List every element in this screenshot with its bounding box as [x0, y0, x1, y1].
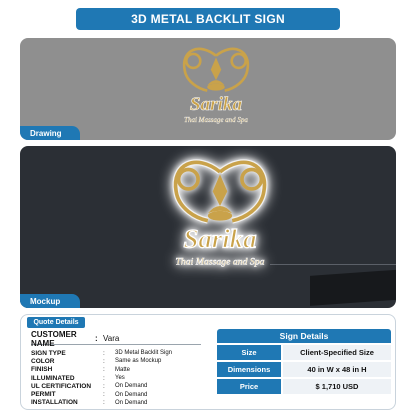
spec-value: Yes — [115, 375, 125, 382]
spec-row — [31, 366, 211, 374]
spec-label: UL CERTIFICATION — [31, 382, 92, 390]
drawing-label: Drawing — [20, 126, 80, 140]
sign-detail-value: $ 1,710 USD — [283, 379, 391, 394]
sign-detail-row — [217, 345, 391, 360]
sign-details-header: Sign Details — [217, 329, 391, 343]
logo-tagline-mockup: Thai Massage and Spa — [175, 256, 265, 268]
spec-row — [31, 357, 211, 365]
customer-row — [31, 329, 201, 348]
spec-label: FINISH — [31, 366, 53, 374]
spec-sep: : — [103, 382, 105, 390]
mockup-label: Mockup — [20, 294, 80, 308]
spec-row — [31, 399, 211, 407]
quote-panel — [20, 314, 396, 410]
wall-shadow-board — [310, 268, 396, 306]
spec-value: Same as Mockup — [115, 358, 162, 365]
sign-detail-value: 40 in W x 48 in H — [283, 362, 391, 377]
logo-tagline: Thai Massage and Spa — [184, 116, 248, 125]
sign-detail-label: Dimensions — [217, 362, 281, 377]
spec-label: PERMIT — [31, 391, 56, 399]
spec-value: Matte — [115, 366, 131, 373]
spec-value: On Demand — [115, 383, 148, 390]
spec-value: On Demand — [115, 391, 148, 398]
spec-row — [31, 382, 211, 390]
spec-sep: : — [103, 366, 105, 374]
sign-detail-row — [217, 379, 391, 394]
sarika-logo-mockup — [152, 150, 288, 284]
spec-label: COLOR — [31, 357, 55, 365]
spec-row — [31, 349, 211, 357]
spec-sep: : — [103, 391, 105, 399]
logo-name: Sarika — [189, 93, 243, 115]
sign-details-table — [217, 329, 391, 405]
mockup-panel — [20, 146, 396, 308]
sign-detail-row — [217, 362, 391, 377]
sign-detail-label: Price — [217, 379, 281, 394]
wall-edge — [270, 264, 396, 265]
customer-sep: : — [95, 334, 98, 343]
sign-detail-value: Client-Specified Size — [283, 345, 391, 360]
spec-label: SIGN TYPE — [31, 349, 66, 357]
spec-row — [31, 390, 211, 398]
spec-list — [31, 349, 211, 407]
spec-sep: : — [103, 399, 105, 407]
spec-row — [31, 374, 211, 382]
spec-value: 3D Metal Backlit Sign — [115, 350, 173, 357]
spec-sep: : — [103, 374, 105, 382]
spec-sep: : — [103, 357, 105, 365]
spec-label: ILLUMINATED — [31, 374, 75, 382]
customer-label: CUSTOMER NAME — [31, 329, 77, 348]
spec-label: INSTALLATION — [31, 399, 78, 407]
quote-details-tab: Quote Details — [27, 317, 85, 328]
drawing-panel — [20, 38, 396, 140]
customer-value: Vara — [103, 334, 120, 343]
spec-value: On Demand — [115, 399, 148, 406]
sarika-logo-drawing — [172, 40, 260, 136]
sign-detail-label: Size — [217, 345, 281, 360]
spec-sep: : — [103, 349, 105, 357]
page-title: 3D METAL BACKLIT SIGN — [76, 8, 340, 30]
logo-name-mockup: Sarika — [183, 223, 257, 254]
